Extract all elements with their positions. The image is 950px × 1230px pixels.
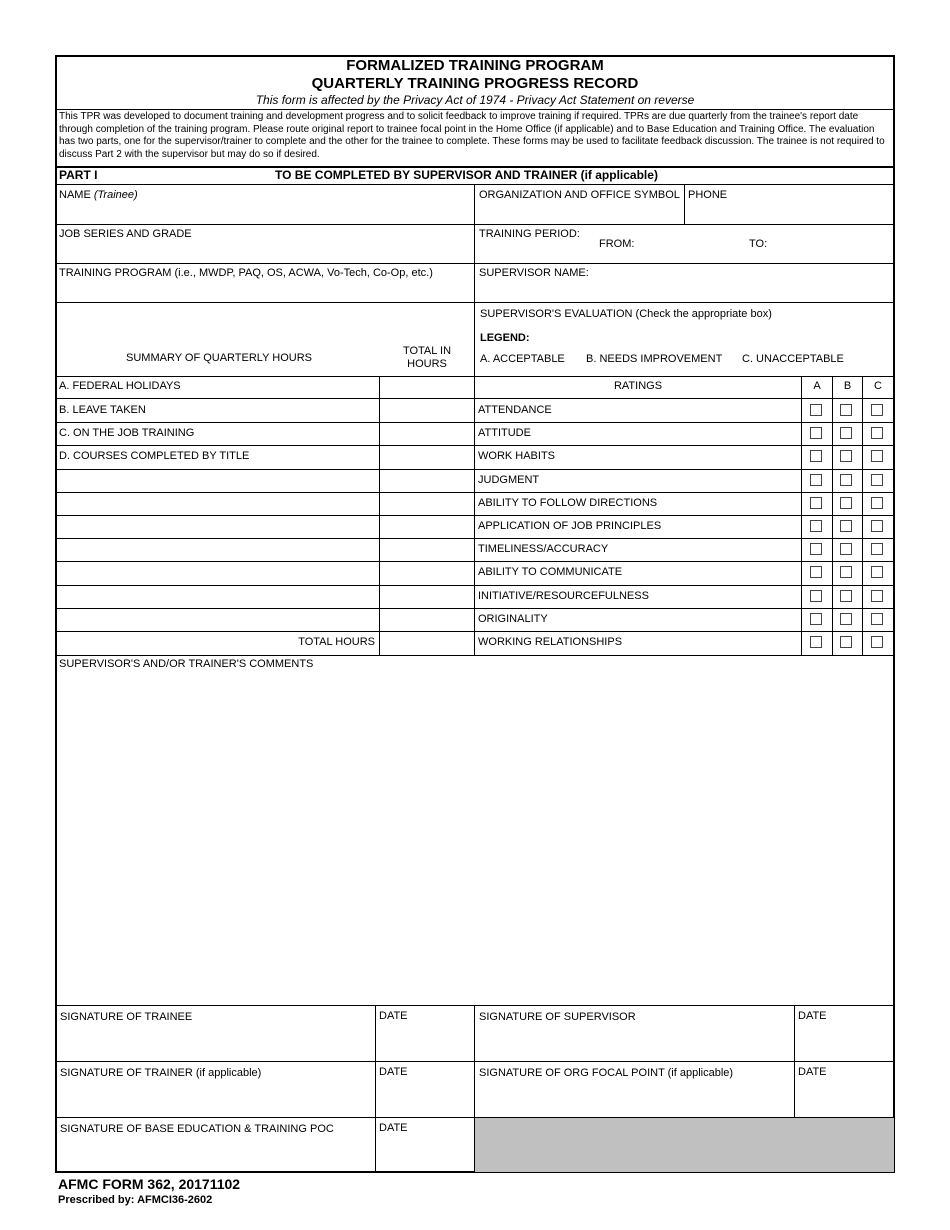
rating-item-label: TIMELINESS/ACCURACY [478, 543, 609, 555]
privacy-note: This form is affected by the Privacy Act of 1974 - Privacy Act Statement on reverse [255, 93, 695, 107]
divider [57, 585, 893, 586]
legend-acceptable: A. ACCEPTABLE [480, 353, 565, 365]
rating-checkbox-c[interactable] [871, 474, 883, 486]
hours-input[interactable] [380, 608, 474, 630]
rating-item-label: WORKING RELATIONSHIPS [478, 636, 623, 648]
hours-input[interactable] [380, 399, 474, 421]
organization-field[interactable] [475, 185, 684, 224]
ratings-label: RATINGS [613, 380, 663, 392]
trainee-signature-field[interactable] [56, 1006, 375, 1061]
training-from-field[interactable] [598, 236, 738, 262]
total-hours-input[interactable] [380, 631, 474, 653]
trainer-date-field[interactable] [376, 1062, 474, 1117]
to-label: TO: [749, 238, 768, 250]
divider [55, 302, 895, 303]
part1-label: PART I [59, 168, 98, 182]
rating-checkbox-c[interactable] [871, 636, 883, 648]
rating-checkbox-b[interactable] [840, 520, 852, 532]
hours-input[interactable] [380, 561, 474, 584]
supervisor-signature-label: SIGNATURE OF SUPERVISOR [479, 1011, 636, 1023]
form-number: AFMC FORM 362, 20171102 [58, 1176, 241, 1192]
name-field[interactable] [56, 185, 474, 224]
comments-label: SUPERVISOR'S AND/OR TRAINER'S COMMENTS [59, 658, 314, 670]
rating-item-label: WORK HABITS [478, 450, 556, 462]
org-focal-signature-field[interactable] [475, 1062, 794, 1117]
phone-label: PHONE [688, 189, 728, 201]
rating-checkbox-b[interactable] [840, 543, 852, 555]
total-in-label: TOTAL IN [402, 345, 452, 357]
divider [57, 445, 893, 446]
phone-field[interactable] [685, 185, 893, 224]
rating-checkbox-c[interactable] [871, 543, 883, 555]
supervisor-date-field[interactable] [795, 1006, 893, 1061]
rating-item-label: ATTENDANCE [478, 404, 552, 416]
rating-checkbox-a[interactable] [810, 474, 822, 486]
rating-checkbox-c[interactable] [871, 497, 883, 509]
base-poc-signature-label: SIGNATURE OF BASE EDUCATION & TRAINING POC [60, 1123, 334, 1135]
divider [57, 469, 893, 470]
hours-row-label: D. COURSES COMPLETED BY TITLE [59, 450, 250, 462]
date-label: DATE [379, 1122, 408, 1134]
trainer-signature-label: SIGNATURE OF TRAINER (if applicable) [60, 1067, 262, 1079]
rating-checkbox-a[interactable] [810, 590, 822, 602]
training-to-field[interactable] [748, 236, 888, 262]
rating-checkbox-b[interactable] [840, 636, 852, 648]
trainer-signature-field[interactable] [56, 1062, 375, 1117]
legend-label: LEGEND: [480, 332, 530, 344]
part1-heading: TO BE COMPLETED BY SUPERVISOR AND TRAINER (if applicable) [275, 168, 658, 182]
rating-checkbox-a[interactable] [810, 520, 822, 532]
hours-input[interactable] [380, 492, 474, 514]
supervisor-name-label: SUPERVISOR NAME: [479, 267, 589, 279]
rating-checkbox-c[interactable] [871, 566, 883, 578]
divider [57, 515, 893, 516]
base-poc-date-field[interactable] [376, 1118, 474, 1172]
trainee-date-field[interactable] [376, 1006, 474, 1061]
training-program-field[interactable] [56, 264, 474, 302]
org-focal-signature-label: SIGNATURE OF ORG FOCAL POINT (if applicable) [479, 1067, 734, 1079]
divider [57, 422, 893, 423]
rating-checkbox-a[interactable] [810, 427, 822, 439]
legend-unacceptable: C. UNACCEPTABLE [742, 353, 844, 365]
rating-checkbox-c[interactable] [871, 520, 883, 532]
date-label: DATE [798, 1066, 827, 1078]
rating-checkbox-a[interactable] [810, 543, 822, 555]
rating-item-label: JUDGMENT [478, 474, 540, 486]
rating-checkbox-a[interactable] [810, 450, 822, 462]
divider [55, 398, 895, 399]
comments-input[interactable] [56, 674, 893, 1004]
col-b-label: B [843, 380, 852, 392]
rating-item-label: INITIATIVE/RESOURCEFULNESS [478, 590, 649, 602]
date-label: DATE [798, 1010, 827, 1022]
base-poc-signature-field[interactable] [56, 1118, 375, 1172]
evaluation-title: SUPERVISOR'S EVALUATION (Check the appropriate box) [480, 308, 772, 320]
rating-checkbox-b[interactable] [840, 497, 852, 509]
rating-checkbox-c[interactable] [871, 613, 883, 625]
hours-row-label: C. ON THE JOB TRAINING [59, 427, 195, 439]
trainee-signature-label: SIGNATURE OF TRAINEE [60, 1011, 193, 1023]
rating-checkbox-b[interactable] [840, 566, 852, 578]
total-hours-label: TOTAL HOURS [298, 636, 375, 648]
col-c-label: C [874, 380, 882, 392]
hours-input[interactable] [380, 469, 474, 491]
divider [57, 631, 893, 632]
hours-input[interactable] [380, 515, 474, 537]
hours-input[interactable] [380, 585, 474, 607]
rating-checkbox-c[interactable] [871, 427, 883, 439]
supervisor-name-field[interactable] [475, 264, 893, 302]
rating-item-label: ORIGINALITY [478, 613, 548, 625]
hours-row-label: B. LEAVE TAKEN [59, 404, 146, 416]
rating-checkbox-a[interactable] [810, 404, 822, 416]
hours-row-label: A. FEDERAL HOLIDAYS [59, 380, 181, 392]
rating-checkbox-c[interactable] [871, 590, 883, 602]
divider [55, 376, 895, 377]
supervisor-signature-field[interactable] [475, 1006, 794, 1061]
hours-label: HOURS [407, 358, 447, 370]
date-label: DATE [379, 1010, 408, 1022]
rating-checkbox-b[interactable] [840, 450, 852, 462]
divider [55, 109, 895, 110]
legend-needs-improvement: B. NEEDS IMPROVEMENT [586, 353, 723, 365]
divider [57, 608, 893, 609]
job-series-label: JOB SERIES AND GRADE [59, 228, 192, 240]
rating-checkbox-c[interactable] [871, 450, 883, 462]
rating-item-label: ATTITUDE [478, 427, 531, 439]
rating-checkbox-b[interactable] [840, 404, 852, 416]
divider [57, 492, 893, 493]
rating-item-label: ABILITY TO FOLLOW DIRECTIONS [478, 497, 658, 509]
divider [55, 655, 895, 656]
rating-checkbox-c[interactable] [871, 404, 883, 416]
from-label: FROM: [599, 238, 635, 250]
divider [57, 538, 893, 539]
org-focal-date-field[interactable] [795, 1062, 893, 1117]
prescribed-by: Prescribed by: AFMCI36-2602 [58, 1194, 213, 1206]
rating-checkbox-b[interactable] [840, 613, 852, 625]
training-period-label: TRAINING PERIOD: [479, 228, 580, 240]
form-title-line1: FORMALIZED TRAINING PROGRAM [346, 57, 604, 74]
hours-input[interactable] [380, 445, 474, 468]
rating-checkbox-a[interactable] [810, 566, 822, 578]
name-label: NAME (Trainee) [59, 189, 138, 201]
form-title-line2: QUARTERLY TRAINING PROGRESS RECORD [311, 75, 639, 92]
divider [57, 561, 893, 562]
job-series-field[interactable] [56, 225, 474, 263]
organization-label: ORGANIZATION AND OFFICE SYMBOL [479, 189, 680, 201]
rating-item-label: ABILITY TO COMMUNICATE [478, 566, 623, 578]
hours-input[interactable] [380, 538, 474, 560]
shaded-area [475, 1118, 894, 1172]
hours-input[interactable] [380, 377, 474, 398]
training-program-label: TRAINING PROGRAM (i.e., MWDP, PAQ, OS, ACWA, Vo-Tech, Co-Op, etc.) [59, 267, 433, 279]
col-a-label: A [813, 380, 821, 392]
date-label: DATE [379, 1066, 408, 1078]
rating-checkbox-a[interactable] [810, 636, 822, 648]
intro-text: This TPR was developed to document training and development progress and to solicit feedback to improve training if required. TPRs are due quarterly from the trainee's report date through completion of the training program. Please route original report to trainee focal point in the Home Office (if applicable) and to Base Education and Training Office. The evaluation has two parts, one for the supervisor/trainer to complete and the other for the trainee to complete. These forms may be used to facilitate feedback discussion. The trainee is not required to discuss Part 2 with the supervisor but may do so if desired. [59, 111, 885, 160]
rating-checkbox-b[interactable] [840, 427, 852, 439]
rating-checkbox-a[interactable] [810, 613, 822, 625]
rating-checkbox-b[interactable] [840, 474, 852, 486]
summary-hours-label: SUMMARY OF QUARTERLY HOURS [126, 352, 313, 364]
rating-item-label: APPLICATION OF JOB PRINCIPLES [478, 520, 662, 532]
rating-checkbox-b[interactable] [840, 590, 852, 602]
hours-input[interactable] [380, 422, 474, 444]
rating-checkbox-a[interactable] [810, 497, 822, 509]
